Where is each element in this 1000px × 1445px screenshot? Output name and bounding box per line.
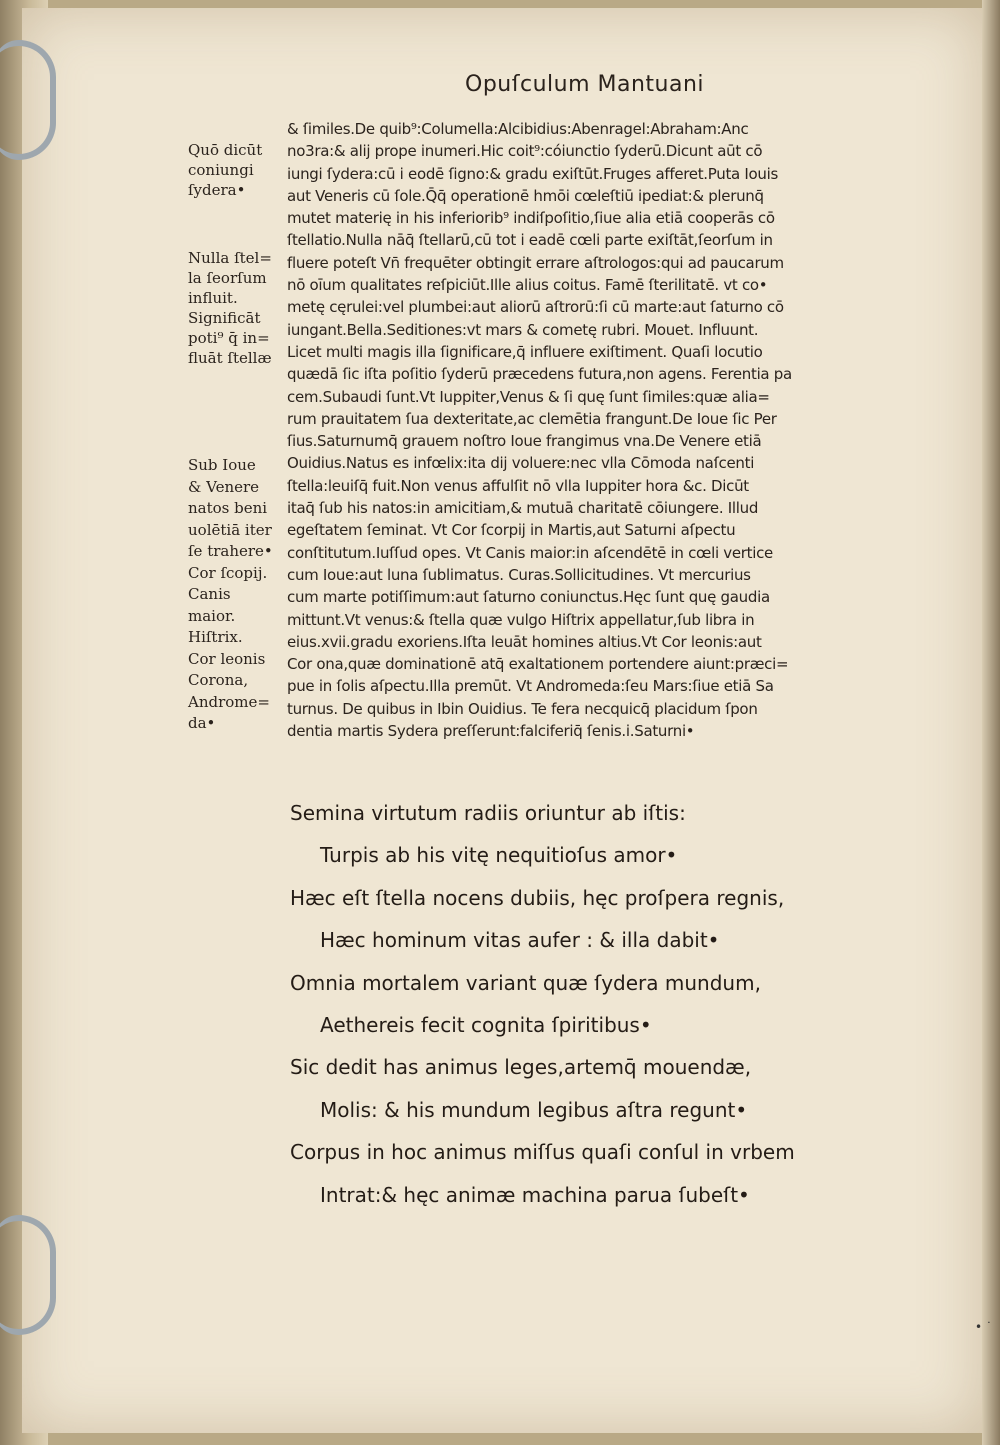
margin-line: uolētiā iter xyxy=(188,520,272,539)
margin-line: Hiſtrix. xyxy=(188,628,243,646)
text-line: ſtellatio.Nulla nāq̄ ſtellarū,cū tot i eadē cœli parte exiſtāt,ſeorſum in xyxy=(287,231,773,250)
margin-line: ſydera• xyxy=(188,181,246,199)
margin-note-1 xyxy=(188,140,288,200)
text-line: nō oīum qualitates reſpiciūt.Ille alius coitus. Famē ſterilitatē. vt co• xyxy=(287,276,768,295)
text-line: fluere poteſt Vn̄ frequēter obtingit errare aſtrologos:qui ad paucarum xyxy=(287,253,784,272)
text-line: aut Veneris cū ſole.Q̄q̄ operationē hmōi cœleſtiū ipediat:& plerunq̄ xyxy=(287,186,764,205)
margin-line: Cor leonis xyxy=(188,649,266,668)
margin-line: maior. xyxy=(188,606,236,625)
text-line: itaq̄ ſub his natos:in amicitiam,& mutuā charitatē cōiungere. Illud xyxy=(287,499,759,518)
text-line: cum Ioue:aut luna ſublimatus. Curas.Sollicitudines. Vt mercurius xyxy=(287,565,751,584)
margin-line: Quō dicūt xyxy=(188,141,263,159)
margin-line: Corona, xyxy=(188,671,249,689)
text-line: turnus. De quibus in Ibin Ouidius. Te fera necquicq̄ placidum ſpon xyxy=(287,699,758,718)
text-line: Cor ona,quæ dominationē atq̄ exaltationem portendere aiunt:præci= xyxy=(287,655,789,674)
commentary-text xyxy=(287,118,907,742)
margin-line: influit. xyxy=(188,289,238,307)
margin-line: poti⁹ q̄ in= xyxy=(188,329,270,347)
text-line: mutet materię in his inferiorib⁹ indiſpoſitio,ſiue alia etiā cooperās cō xyxy=(287,209,775,228)
margin-line: Nulla ſtel= xyxy=(188,249,272,267)
margin-line: Sub Ioue xyxy=(188,456,256,474)
margin-line: ſe trahere• xyxy=(188,542,273,560)
text-line: Licet multi magis illa ſignificare,q̄ influere exiſtiment. Quaſi locutio xyxy=(287,342,763,361)
text-line: Ouidius.Natus es infœlix:ita dij voluere:nec vlla Cōmoda naſcenti xyxy=(287,454,755,473)
text-line: metę cęrulei:vel plumbei:aut aliorū aſtrorū:ſi cū marte:aut ſaturno cō xyxy=(287,298,784,317)
text-line: mittunt.Vt venus:& ſtella quæ vulgo Hiſtrix appellatur,ſub libra in xyxy=(287,610,755,629)
text-line: dentia martis Sydera preſſerunt:falciferiq̄ ſenis.i.Saturni• xyxy=(287,722,695,741)
verse-line: Hæc hominum vitas aufer : & illa dabit• xyxy=(320,928,720,953)
page-clip-top xyxy=(0,40,56,160)
verse-line: Corpus in hoc animus miſſus quaſi conſul in vrbem xyxy=(290,1140,795,1165)
margin-line: natos beni xyxy=(188,499,268,517)
text-line: iungi ſydera:cū i eodē ſigno:& gradu exiſtūt.Fruges afferet.Puta Iouis xyxy=(287,164,778,183)
margin-line: Cor ſcopij. xyxy=(188,563,268,582)
text-line: quædā ſic iſta poſitio ſyderū præcedens futura,non agens. Ferentia pa xyxy=(287,365,792,384)
running-header: Opuſculum Mantuani xyxy=(465,72,705,97)
text-line: pue in ſolis aſpectu.Illa premūt. Vt Andromeda:ſeu Mars:ſiue etiā Sa xyxy=(287,677,774,696)
margin-line: la ſeorſum xyxy=(188,269,267,287)
verse-line: Intrat:& hęc animæ machina parua ſubeſt• xyxy=(320,1182,750,1207)
text-line: conſtitutum.Iuſſud opes. Vt Canis maior:in aſcendētē in cœli vertice xyxy=(287,543,773,562)
text-line: cem.Subaudi ſunt.Vt Iuppiter,Venus & ſi quę ſunt ſimiles:quæ alia= xyxy=(287,387,770,406)
verse-line: Semina virtutum radiis oriuntur ab iſtis: xyxy=(290,801,686,825)
verse-line: Sic dedit has animus leges,artemq̄ mouendæ, xyxy=(290,1055,752,1080)
margin-note-2 xyxy=(188,248,288,368)
text-line: cum marte potiſſimum:aut ſaturno coniunctus.Hęc ſunt quę gaudia xyxy=(287,588,770,607)
text-line: rum prauitatem ſua dexteritate,ac clemētia frangunt.De Ioue ſic Per xyxy=(287,409,777,428)
margin-line: fluāt ſtellæ xyxy=(188,349,272,367)
margin-line: & Venere xyxy=(188,477,260,496)
verse-line: Aethereis fecit cognita ſpiritibus• xyxy=(320,1012,652,1037)
verse-line: Molis: & his mundum legibus aſtra regunt• xyxy=(320,1097,748,1122)
verse-line: Hæc eſt ſtella nocens dubiis, hęc proſpera regnis, xyxy=(290,885,785,910)
text-line: egeſtatem ſeminat. Vt Cor ſcorpij in Martis,aut Saturni aſpectu xyxy=(287,521,736,540)
margin-line: Significāt xyxy=(188,309,261,327)
margin-line: coniungi xyxy=(188,161,254,179)
page-clip-bottom xyxy=(0,1215,56,1335)
text-line: & ſimiles.De quib⁹:Columella:Alcibidius:Abenragel:Abraham:Anc xyxy=(287,120,749,138)
margin-line: da• xyxy=(188,714,216,732)
verse-line: Omnia mortalem variant quæ ſydera mundum, xyxy=(290,970,761,995)
text-line: eius.xvii.gradu exoriens.Iſta leuāt homines altius.Vt Cor leonis:aut xyxy=(287,632,762,651)
text-line: no3ra:& alij prope inumeri.Hic coit⁹:cóiunctio ſyderū.Dicunt aūt cō xyxy=(287,142,763,161)
margin-note-3 xyxy=(188,455,288,735)
verse-line: Turpis ab his vitę nequitioſus amor• xyxy=(320,843,678,868)
margin-line: Canis xyxy=(188,585,231,603)
verse-block xyxy=(290,792,910,1216)
margin-line: Androme= xyxy=(188,692,270,711)
text-line: ſtella:leuiſq̄ fuit.Non venus affulſit nō vlla Iuppiter hora &c. Dicūt xyxy=(287,476,749,495)
edge-marks: • ˙ xyxy=(975,1320,992,1334)
text-line: ſius.Saturnumq̄ grauem noſtro Ioue frangimus vna.De Venere etiā xyxy=(287,432,762,451)
text-line: iungant.Bella.Seditiones:vt mars & cometę rubri. Mouet. Influunt. xyxy=(287,320,759,339)
page-edge xyxy=(982,0,1000,1445)
